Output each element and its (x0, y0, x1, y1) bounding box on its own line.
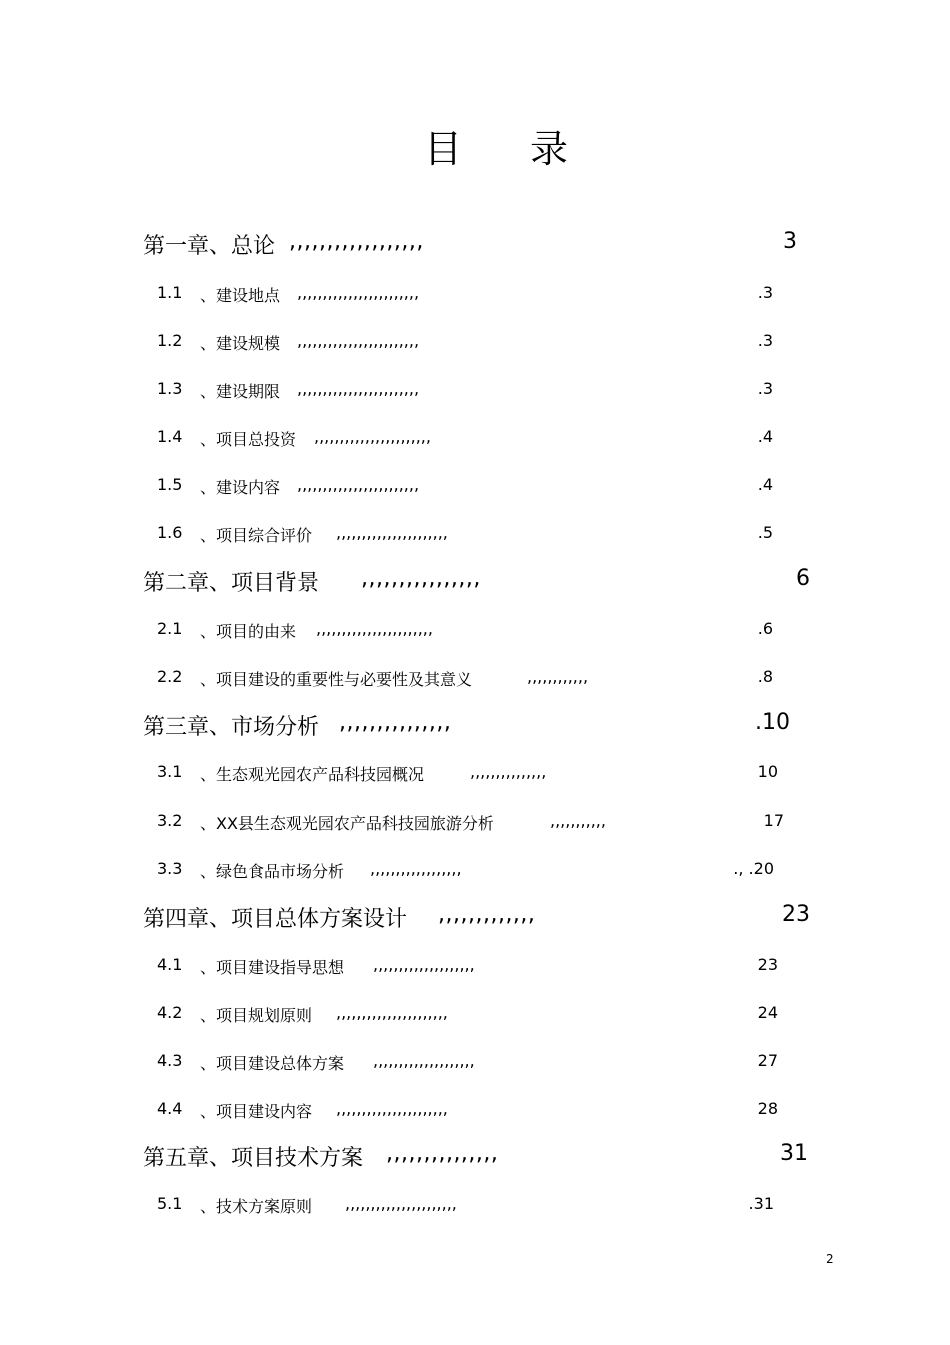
entry-title: 第四章、项目总体方案设计 (143, 907, 408, 932)
leader-dots: ,,,,,,,,,,,,,,, (386, 1141, 499, 1166)
leader-dots: ,,,,,,,,,,,,,,,,,,,,,, (336, 1099, 448, 1118)
leader-dots: ,,,,,,,,,,,,,,, (339, 710, 452, 735)
section-number: 1.6 (157, 523, 183, 542)
entry-title: 第五章、项目技术方案 (143, 1146, 364, 1171)
page-number: 2 (826, 1252, 834, 1266)
entry-title: 、技术方案原则 (200, 1197, 313, 1216)
entry-page-number: 28 (757, 1099, 778, 1118)
leader-dots: ,,,,,,,,,,,,,,,,,,,,,,, (316, 619, 433, 638)
entry-title: 、项目建设内容 (200, 1102, 313, 1121)
entry-page-number: .3 (757, 283, 773, 302)
entry-page-number: 17 (763, 811, 784, 830)
entry-page-number: 3 (783, 229, 797, 254)
section-number: 3.1 (157, 762, 183, 781)
entry-page-number: 6 (796, 566, 810, 591)
leader-dots: ,,,,,,,,,,,,,,,,,,,,,,,, (297, 283, 420, 302)
entry-page-number: ., .20 (733, 859, 774, 878)
entry-title: 、建设内容 (200, 478, 281, 497)
leader-dots: ,,,,,,,,,,,,,,,,,,,,,,, (314, 427, 431, 446)
entry-title: 、项目建设总体方案 (200, 1054, 345, 1073)
leader-dots: ,,,,,,,,,,,,,,,,,, (370, 859, 462, 878)
entry-page-number: .3 (757, 379, 773, 398)
section-number: 2.2 (157, 667, 183, 686)
section-number: 1.3 (157, 379, 183, 398)
entry-page-number: 10 (757, 762, 778, 781)
entry-title: 、建设期限 (200, 382, 281, 401)
page-title: 目 录 (423, 127, 597, 171)
leader-dots: ,,,,,,,,,,,,,,,,,, (289, 229, 424, 254)
entry-title: 第三章、市场分析 (143, 715, 320, 740)
leader-dots: ,,,,,,,,,,,,,,,,,,,,,, (336, 1003, 448, 1022)
entry-page-number: 31 (780, 1141, 808, 1166)
leader-dots: ,,,,,,,,,,,,,,,,,,,,,,,, (297, 475, 420, 494)
leader-dots: ,,,,,,,,,,,,,,,,,,,,,, (336, 523, 448, 542)
entry-page-number: 23 (757, 955, 778, 974)
entry-page-number: 27 (757, 1051, 778, 1070)
entry-title: 、项目的由来 (200, 622, 297, 641)
entry-page-number: 23 (782, 902, 810, 927)
entry-page-number: .6 (757, 619, 773, 638)
entry-title: 第二章、项目背景 (143, 571, 320, 596)
entry-page-number: .4 (757, 475, 773, 494)
section-number: 1.1 (157, 283, 183, 302)
entry-title: 、项目建设指导思想 (200, 958, 345, 977)
leader-dots: ,,,,,,,,,,,,, (438, 902, 536, 927)
section-number: 1.2 (157, 331, 183, 350)
section-number: 3.3 (157, 859, 183, 878)
section-number: 1.4 (157, 427, 183, 446)
leader-dots: ,,,,,,,,,,,,,,, (470, 762, 547, 781)
leader-dots: ,,,,,,,,,,,,,,,, (361, 566, 481, 591)
entry-page-number: .8 (757, 667, 773, 686)
entry-page-number: .4 (757, 427, 773, 446)
section-number: 1.5 (157, 475, 183, 494)
entry-page-number: .10 (755, 710, 790, 735)
leader-dots: ,,,,,,,,,,,,,,,,,,,,,,,, (297, 379, 420, 398)
entry-title: 、XX县生态观光园农产品科技园旅游分析 (200, 814, 494, 833)
entry-page-number: .3 (757, 331, 773, 350)
entry-title: 、项目规划原则 (200, 1006, 313, 1025)
section-number: 5.1 (157, 1194, 183, 1213)
leader-dots: ,,,,,,,,,,,, (527, 667, 589, 686)
leader-dots: ,,,,,,,,,,, (550, 811, 606, 830)
entry-title: 、项目综合评价 (200, 526, 313, 545)
section-number: 4.3 (157, 1051, 183, 1070)
leader-dots: ,,,,,,,,,,,,,,,,,,,, (373, 1051, 475, 1070)
entry-title: 、建设规模 (200, 334, 281, 353)
entry-page-number: .31 (748, 1194, 774, 1213)
section-number: 4.2 (157, 1003, 183, 1022)
entry-title: 、项目建设的重要性与必要性及其意义 (200, 670, 473, 689)
leader-dots: ,,,,,,,,,,,,,,,,,,,,,,,, (297, 331, 420, 350)
entry-title: 、项目总投资 (200, 430, 297, 449)
entry-page-number: .5 (757, 523, 773, 542)
section-number: 4.4 (157, 1099, 183, 1118)
entry-page-number: 24 (757, 1003, 778, 1022)
leader-dots: ,,,,,,,,,,,,,,,,,,,,,, (345, 1194, 457, 1213)
section-number: 2.1 (157, 619, 183, 638)
entry-title: 第一章、总论 (143, 234, 276, 259)
entry-title: 、生态观光园农产品科技园概况 (200, 765, 425, 784)
leader-dots: ,,,,,,,,,,,,,,,,,,,, (373, 955, 475, 974)
entry-title: 、绿色食品市场分析 (200, 862, 345, 881)
entry-title: 、建设地点 (200, 286, 281, 305)
section-number: 3.2 (157, 811, 183, 830)
section-number: 4.1 (157, 955, 183, 974)
